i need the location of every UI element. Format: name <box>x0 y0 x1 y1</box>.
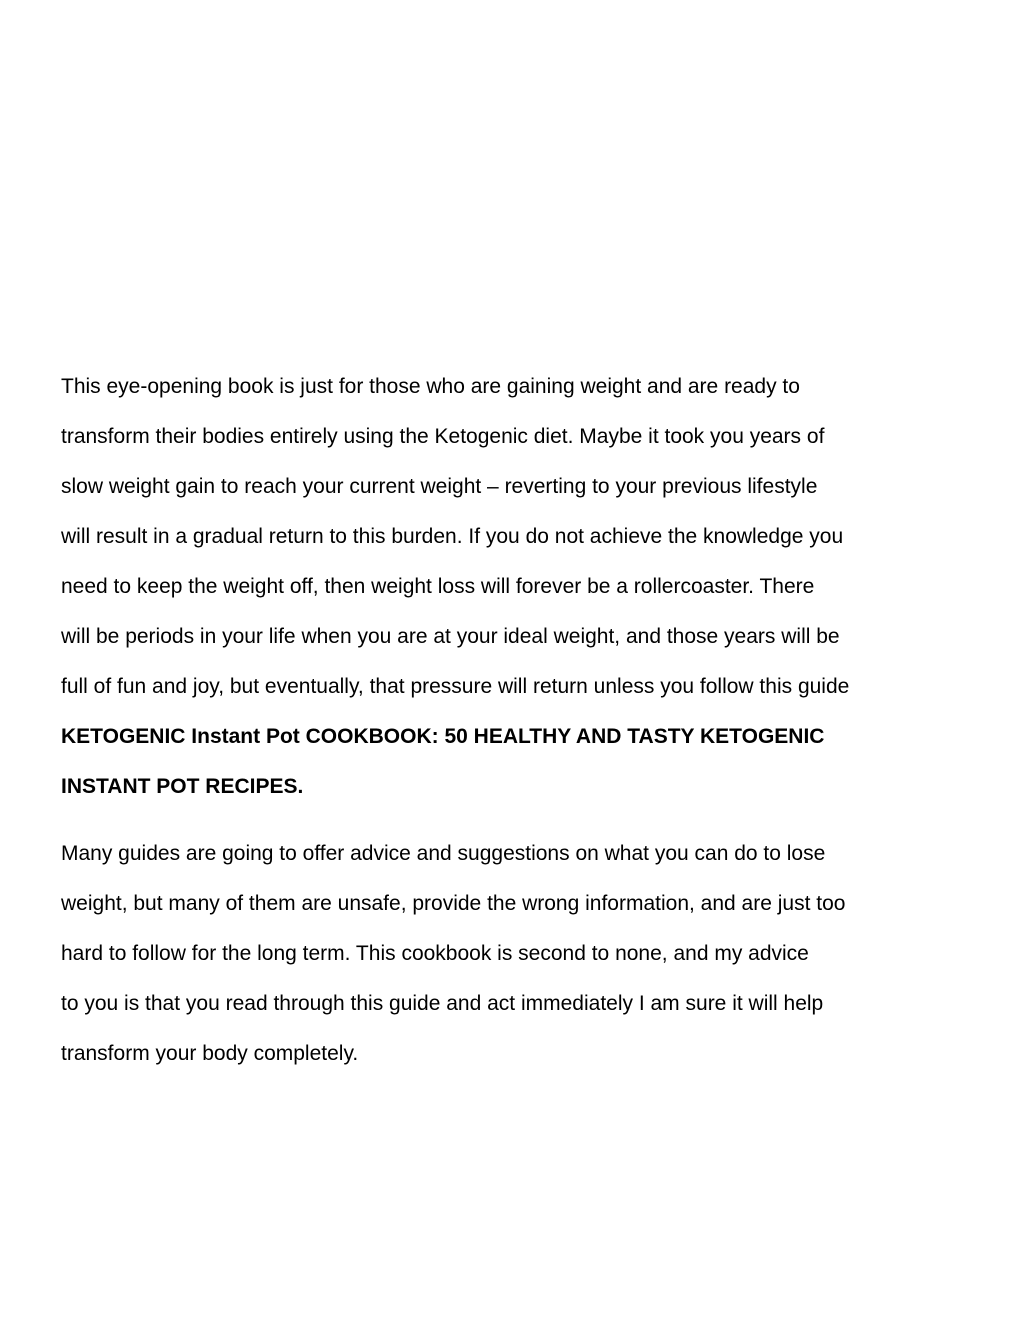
paragraph-line: transform your body completely. <box>61 1042 359 1065</box>
advice-paragraph <box>61 829 961 1079</box>
book-title-line: KETOGENIC Instant Pot COOKBOOK: 50 HEALTHY AND TASTY KETOGENIC <box>61 725 825 748</box>
paragraph-line: hard to follow for the long term. This cookbook is second to none, and my advice <box>61 942 809 965</box>
paragraph-line: to you is that you read through this guide and act immediately I am sure it will help <box>61 992 824 1015</box>
intro-paragraph <box>61 362 961 812</box>
paragraph-line: need to keep the weight off, then weight loss will forever be a rollercoaster. There <box>61 575 815 598</box>
paragraph-line: slow weight gain to reach your current weight – reverting to your previous lifestyle <box>61 475 818 498</box>
paragraph-line: will be periods in your life when you are at your ideal weight, and those years will be <box>61 625 840 648</box>
book-title-line: INSTANT POT RECIPES. <box>61 775 304 798</box>
paragraph-line: will result in a gradual return to this burden. If you do not achieve the knowledge you <box>61 525 844 548</box>
paragraph-line: weight, but many of them are unsafe, provide the wrong information, and are just too <box>61 892 846 915</box>
paragraph-line: transform their bodies entirely using the Ketogenic diet. Maybe it took you years of <box>61 425 825 448</box>
paragraph-line: Many guides are going to offer advice and suggestions on what you can do to lose <box>61 842 826 865</box>
paragraph-line: full of fun and joy, but eventually, that pressure will return unless you follow this guide <box>61 675 850 698</box>
paragraph-line: This eye-opening book is just for those who are gaining weight and are ready to <box>61 375 800 398</box>
